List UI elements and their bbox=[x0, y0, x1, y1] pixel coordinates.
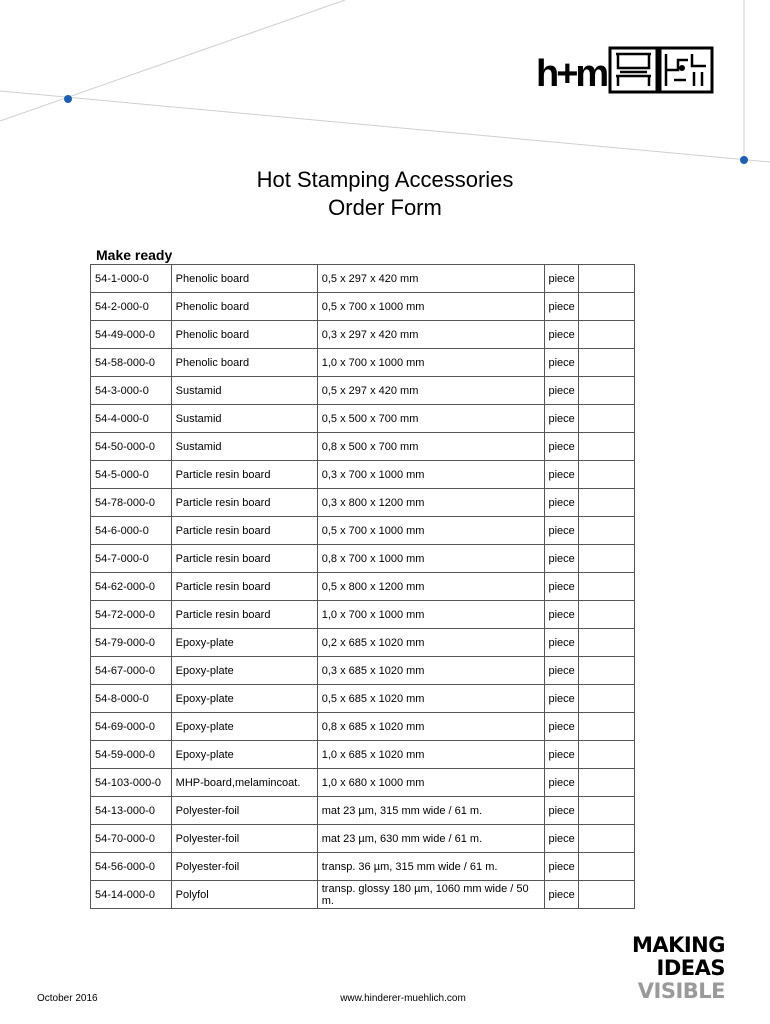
article-number-cell: 54-5-000-0 bbox=[91, 461, 172, 489]
order-table bbox=[90, 264, 635, 909]
specification-cell: 1,0 x 685 x 1020 mm bbox=[317, 741, 544, 769]
quantity-cell[interactable] bbox=[579, 601, 635, 629]
specification-cell: 0,5 x 700 x 1000 mm bbox=[317, 293, 544, 321]
page-title bbox=[0, 166, 770, 222]
unit-cell: piece bbox=[544, 629, 579, 657]
product-name-cell: MHP-board,melamincoat. bbox=[171, 769, 317, 797]
table-row bbox=[91, 713, 635, 741]
product-name-cell: Polyester-foil bbox=[171, 797, 317, 825]
specification-cell: 0,8 x 500 x 700 mm bbox=[317, 433, 544, 461]
quantity-cell[interactable] bbox=[579, 769, 635, 797]
footer-url: www.hinderer-muehlich.com bbox=[340, 993, 466, 1004]
quantity-cell[interactable] bbox=[579, 825, 635, 853]
product-name-cell: Particle resin board bbox=[171, 601, 317, 629]
table-row bbox=[91, 489, 635, 517]
specification-cell: 0,5 x 700 x 1000 mm bbox=[317, 517, 544, 545]
product-name-cell: Sustamid bbox=[171, 433, 317, 461]
table-row bbox=[91, 545, 635, 573]
product-name-cell: Particle resin board bbox=[171, 517, 317, 545]
logo-mark bbox=[536, 46, 716, 96]
unit-cell: piece bbox=[544, 769, 579, 797]
article-number-cell: 54-3-000-0 bbox=[91, 377, 172, 405]
specification-cell: 0,3 x 297 x 420 mm bbox=[317, 321, 544, 349]
unit-cell: piece bbox=[544, 573, 579, 601]
quantity-cell[interactable] bbox=[579, 321, 635, 349]
table-row bbox=[91, 881, 635, 909]
table-row bbox=[91, 825, 635, 853]
unit-cell: piece bbox=[544, 545, 579, 573]
table-row bbox=[91, 797, 635, 825]
specification-cell: mat 23 µm, 630 mm wide / 61 m. bbox=[317, 825, 544, 853]
quantity-cell[interactable] bbox=[579, 573, 635, 601]
specification-cell: 0,8 x 700 x 1000 mm bbox=[317, 545, 544, 573]
product-name-cell: Epoxy-plate bbox=[171, 713, 317, 741]
specification-cell: 0,5 x 297 x 420 mm bbox=[317, 265, 544, 293]
unit-cell: piece bbox=[544, 405, 579, 433]
title-line-2: Order Form bbox=[328, 195, 442, 220]
quantity-cell[interactable] bbox=[579, 405, 635, 433]
product-name-cell: Polyester-foil bbox=[171, 853, 317, 881]
article-number-cell: 54-79-000-0 bbox=[91, 629, 172, 657]
article-number-cell: 54-78-000-0 bbox=[91, 489, 172, 517]
quantity-cell[interactable] bbox=[579, 265, 635, 293]
article-number-cell: 54-56-000-0 bbox=[91, 853, 172, 881]
article-number-cell: 54-58-000-0 bbox=[91, 349, 172, 377]
article-number-cell: 54-2-000-0 bbox=[91, 293, 172, 321]
product-name-cell: Polyfol bbox=[171, 881, 317, 909]
accent-dot bbox=[64, 95, 72, 103]
table-row bbox=[91, 629, 635, 657]
article-number-cell: 54-50-000-0 bbox=[91, 433, 172, 461]
article-number-cell: 54-8-000-0 bbox=[91, 685, 172, 713]
article-number-cell: 54-1-000-0 bbox=[91, 265, 172, 293]
specification-cell: transp. glossy 180 µm, 1060 mm wide / 50 m. bbox=[317, 881, 544, 909]
product-name-cell: Sustamid bbox=[171, 377, 317, 405]
table-row bbox=[91, 377, 635, 405]
quantity-cell[interactable] bbox=[579, 545, 635, 573]
unit-cell: piece bbox=[544, 517, 579, 545]
product-name-cell: Polyester-foil bbox=[171, 825, 317, 853]
quantity-cell[interactable] bbox=[579, 713, 635, 741]
table-row bbox=[91, 461, 635, 489]
product-name-cell: Particle resin board bbox=[171, 489, 317, 517]
table-row bbox=[91, 517, 635, 545]
slogan-line-3: VISIBLE bbox=[637, 979, 725, 1003]
quantity-cell[interactable] bbox=[579, 517, 635, 545]
unit-cell: piece bbox=[544, 825, 579, 853]
quantity-cell[interactable] bbox=[579, 349, 635, 377]
article-number-cell: 54-69-000-0 bbox=[91, 713, 172, 741]
table-row bbox=[91, 433, 635, 461]
table-row bbox=[91, 741, 635, 769]
table-row bbox=[91, 293, 635, 321]
specification-cell: 0,5 x 800 x 1200 mm bbox=[317, 573, 544, 601]
specification-cell: 0,2 x 685 x 1020 mm bbox=[317, 629, 544, 657]
unit-cell: piece bbox=[544, 265, 579, 293]
product-name-cell: Phenolic board bbox=[171, 293, 317, 321]
article-number-cell: 54-70-000-0 bbox=[91, 825, 172, 853]
table-row bbox=[91, 769, 635, 797]
unit-cell: piece bbox=[544, 461, 579, 489]
product-name-cell: Particle resin board bbox=[171, 461, 317, 489]
product-name-cell: Epoxy-plate bbox=[171, 685, 317, 713]
quantity-cell[interactable] bbox=[579, 293, 635, 321]
unit-cell: piece bbox=[544, 853, 579, 881]
title-line-1: Hot Stamping Accessories bbox=[256, 167, 514, 192]
table-row bbox=[91, 321, 635, 349]
specification-cell: 1,0 x 700 x 1000 mm bbox=[317, 349, 544, 377]
product-name-cell: Sustamid bbox=[171, 405, 317, 433]
article-number-cell: 54-4-000-0 bbox=[91, 405, 172, 433]
product-name-cell: Epoxy-plate bbox=[171, 741, 317, 769]
unit-cell: piece bbox=[544, 713, 579, 741]
footer-date: October 2016 bbox=[37, 993, 98, 1004]
article-number-cell: 54-59-000-0 bbox=[91, 741, 172, 769]
table-row bbox=[91, 405, 635, 433]
article-number-cell: 54-6-000-0 bbox=[91, 517, 172, 545]
quantity-cell[interactable] bbox=[579, 657, 635, 685]
unit-cell: piece bbox=[544, 433, 579, 461]
specification-cell: 0,5 x 685 x 1020 mm bbox=[317, 685, 544, 713]
quantity-cell[interactable] bbox=[579, 741, 635, 769]
specification-cell: 1,0 x 680 x 1000 mm bbox=[317, 769, 544, 797]
slogan bbox=[632, 934, 725, 1003]
table-row bbox=[91, 573, 635, 601]
slogan-line-2: IDEAS bbox=[656, 956, 725, 980]
product-name-cell: Particle resin board bbox=[171, 545, 317, 573]
product-name-cell: Particle resin board bbox=[171, 573, 317, 601]
article-number-cell: 54-13-000-0 bbox=[91, 797, 172, 825]
unit-cell: piece bbox=[544, 797, 579, 825]
table-row bbox=[91, 685, 635, 713]
unit-cell: piece bbox=[544, 349, 579, 377]
unit-cell: piece bbox=[544, 377, 579, 405]
specification-cell: 0,5 x 500 x 700 mm bbox=[317, 405, 544, 433]
specification-cell: transp. 36 µm, 315 mm wide / 61 m. bbox=[317, 853, 544, 881]
specification-cell: 0,5 x 297 x 420 mm bbox=[317, 377, 544, 405]
quantity-cell[interactable] bbox=[579, 377, 635, 405]
specification-cell: mat 23 µm, 315 mm wide / 61 m. bbox=[317, 797, 544, 825]
specification-cell: 0,3 x 700 x 1000 mm bbox=[317, 461, 544, 489]
product-name-cell: Epoxy-plate bbox=[171, 629, 317, 657]
unit-cell: piece bbox=[544, 489, 579, 517]
table-row bbox=[91, 265, 635, 293]
slogan-line-1: MAKING bbox=[631, 933, 725, 957]
table-row bbox=[91, 349, 635, 377]
quantity-cell[interactable] bbox=[579, 629, 635, 657]
quantity-cell[interactable] bbox=[579, 461, 635, 489]
unit-cell: piece bbox=[544, 293, 579, 321]
article-number-cell: 54-49-000-0 bbox=[91, 321, 172, 349]
unit-cell: piece bbox=[544, 881, 579, 909]
article-number-cell: 54-72-000-0 bbox=[91, 601, 172, 629]
product-name-cell: Epoxy-plate bbox=[171, 657, 317, 685]
product-name-cell: Phenolic board bbox=[171, 321, 317, 349]
specification-cell: 0,8 x 685 x 1020 mm bbox=[317, 713, 544, 741]
article-number-cell: 54-103-000-0 bbox=[91, 769, 172, 797]
logo-text: h+m bbox=[536, 53, 607, 95]
quantity-cell[interactable] bbox=[579, 853, 635, 881]
unit-cell: piece bbox=[544, 685, 579, 713]
unit-cell: piece bbox=[544, 321, 579, 349]
product-name-cell: Phenolic board bbox=[171, 265, 317, 293]
product-name-cell: Phenolic board bbox=[171, 349, 317, 377]
specification-cell: 0,3 x 685 x 1020 mm bbox=[317, 657, 544, 685]
quantity-cell[interactable] bbox=[579, 489, 635, 517]
article-number-cell: 54-67-000-0 bbox=[91, 657, 172, 685]
table-row bbox=[91, 601, 635, 629]
accent-dot bbox=[740, 156, 748, 164]
specification-cell: 1,0 x 700 x 1000 mm bbox=[317, 601, 544, 629]
quantity-cell[interactable] bbox=[579, 685, 635, 713]
specification-cell: 0,3 x 800 x 1200 mm bbox=[317, 489, 544, 517]
quantity-cell[interactable] bbox=[579, 881, 635, 909]
unit-cell: piece bbox=[544, 601, 579, 629]
section-heading: Make ready bbox=[96, 247, 173, 263]
unit-cell: piece bbox=[544, 741, 579, 769]
table-row bbox=[91, 853, 635, 881]
article-number-cell: 54-14-000-0 bbox=[91, 881, 172, 909]
article-number-cell: 54-7-000-0 bbox=[91, 545, 172, 573]
article-number-cell: 54-62-000-0 bbox=[91, 573, 172, 601]
unit-cell: piece bbox=[544, 657, 579, 685]
order-table-body bbox=[91, 265, 635, 909]
quantity-cell[interactable] bbox=[579, 797, 635, 825]
quantity-cell[interactable] bbox=[579, 433, 635, 461]
table-row bbox=[91, 657, 635, 685]
